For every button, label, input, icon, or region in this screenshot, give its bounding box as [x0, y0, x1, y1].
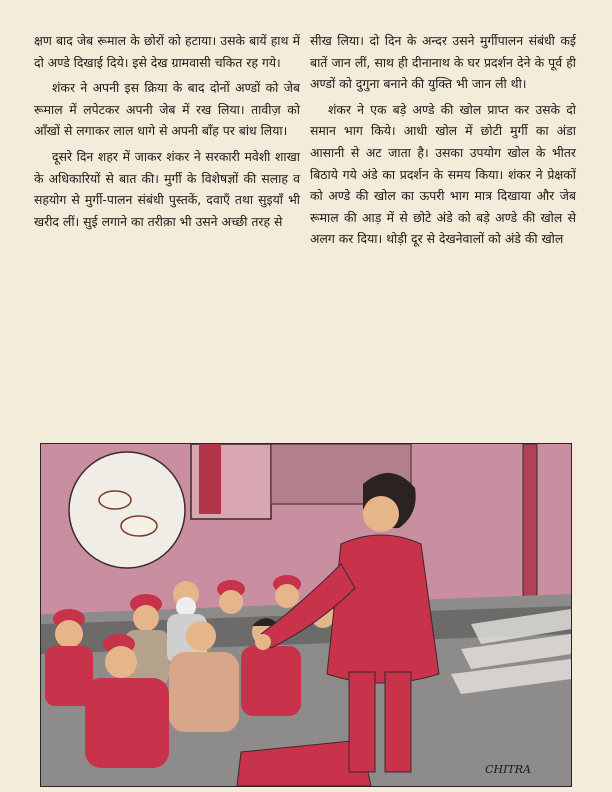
paragraph: क्षण बाद जेब रूमाल के छोरों को हटाया। उसके बायें हाथ में दो अण्डे दिखाई दिये। इसे देख ग्रामवासी चकित रह गये।	[34, 33, 300, 70]
story-illustration	[40, 443, 572, 787]
paragraph: दूसरे दिन शहर में जाकर शंकर ने सरकारी मवेशी शाखा के अधिकारियों से बात की। मुर्गी के विशेषज्ञों की सलाह व सहयोग से मुर्गी-पालन संबंधी पुस्तकें, दवाएँ तथा सुइयाँ भी खरीद लीं। सुई लगाने का तरीक़ा भी उसने अच्छी तरह से	[34, 148, 300, 229]
paragraph: शंकर ने एक बड़े अण्डे की खोल प्राप्त कर उसके दो समान भाग किये। आधी खोल में छोटी मुर्गी का अंडा आसानी से अट जाता है। उसका उपयोग खोल के भीतर बिठाये गये अंडे का प्रदर्शन के समय किया। शंकर ने प्रेक्षकों को अण्डे की खोल का ऊपरी भाग मात्र दिखाया और जेब रूमाल की आड़ में से छोटे अंडे को बड़े अण्डे की खोल से अलग कर दिया। थोड़ी दूर से देखनेवालों को अंडे की खोल	[310, 101, 576, 247]
illustration-artwork	[41, 444, 571, 786]
left-text-column	[34, 30, 300, 236]
paragraph: सीख लिया। दो दिन के अन्दर उसने मुर्गीपालन संबंधी कई बातें जान लीं, साथ ही दीनानाथ के घर प्रदर्शन देने के पूर्व ही अण्डों को दुगुना बनाने की युक्ति भी जान ली थी।	[310, 33, 576, 92]
right-text-column	[310, 30, 576, 254]
door	[199, 444, 221, 514]
artist-signature: CHITRA	[485, 763, 531, 776]
paragraph: शंकर ने अपनी इस क्रिया के बाद दोनों अण्डों को जेब रूमाल में लपेटकर अपनी जेब में रख लिया। तावीज़ को आँखों से लगाकर लाल धागे से अपनी बाँह पर बांध लिया।	[34, 80, 300, 139]
egg-shell	[121, 516, 157, 536]
inset-bubble	[69, 452, 185, 568]
egg-shell	[99, 491, 131, 509]
